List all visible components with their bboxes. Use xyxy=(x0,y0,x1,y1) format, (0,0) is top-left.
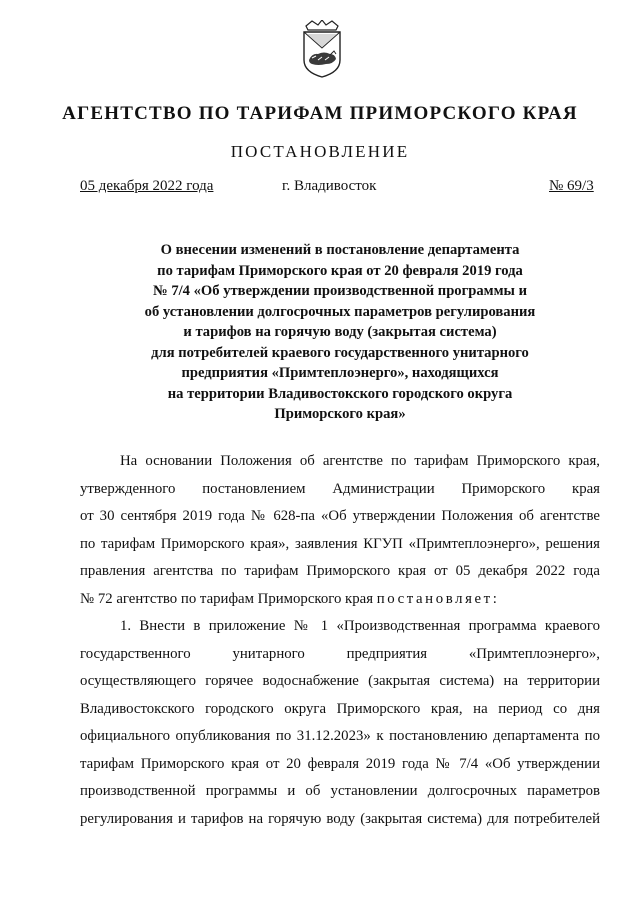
item-1-line: производственной программы и об установлении долгосрочных параметров xyxy=(80,783,600,799)
body-word: государственного xyxy=(80,645,191,662)
body-line: от 30 сентября 2019 года № 628-па «Об утверждении Положения об агентстве xyxy=(80,508,600,524)
body-line: правления агентства по тарифам Приморского края от 05 декабря 2022 года xyxy=(80,563,600,579)
body-word: утвержденного xyxy=(80,480,176,497)
subject-line: О внесении изменений в постановление департамента xyxy=(160,242,520,258)
subject-line: Приморского края» xyxy=(274,406,406,422)
body-word: края xyxy=(572,480,600,497)
body-word: постановлением xyxy=(202,480,306,497)
item-1-line: Владивостокского городского округа Приморского края, на период со дня xyxy=(80,700,600,717)
item-1-line: 1. Внести в приложение № 1 «Производственная программа краевого xyxy=(120,618,600,634)
subject-line: № 7/4 «Об утверждении производственной программы и xyxy=(153,283,527,299)
subject-line: для потребителей краевого государственного унитарного xyxy=(151,344,529,361)
body-word: предприятия xyxy=(346,645,428,662)
resolution-word: постановляет: xyxy=(376,590,500,607)
document-date: 05 декабря 2022 года xyxy=(80,178,214,194)
body-word: Приморского xyxy=(461,480,546,497)
body-line: по тарифам Приморского края», заявления КГУП «Примтеплоэнерго», решения xyxy=(80,535,600,552)
item-1-line: официального опубликования по 31.12.2023» к постановлению департамента по xyxy=(80,728,600,744)
document-number: № 69/3 xyxy=(549,178,594,194)
subject-line: и тарифов на горячую воду (закрытая система) xyxy=(183,324,497,340)
item-1-line: регулирования и тарифов на горячую воду (закрытая система) для потребителей xyxy=(80,810,600,827)
agency-name: АГЕНТСТВО ПО ТАРИФАМ ПРИМОРСКОГО КРАЯ xyxy=(62,103,578,124)
body-word: унитарного xyxy=(232,645,305,662)
item-1-line xyxy=(80,641,600,669)
document-type: ПОСТАНОВЛЕНИЕ xyxy=(230,142,410,161)
subject-line: об установлении долгосрочных параметров регулирования xyxy=(144,303,536,320)
subject-line: по тарифам Приморского края от 20 февраля 2019 года xyxy=(157,262,523,279)
subject-line: предприятия «Примтеплоэнерго», находящихся xyxy=(181,365,499,381)
body-line xyxy=(80,476,600,504)
document-subject xyxy=(100,240,580,425)
body-text-prefix: № 72 агентство по тарифам Приморского края xyxy=(80,590,377,607)
body-line: На основании Положения об агентстве по тарифам Приморского края, xyxy=(120,453,600,469)
coat-of-arms-emblem xyxy=(300,20,344,78)
document-body xyxy=(80,448,600,833)
body-line xyxy=(80,586,600,614)
body-word: «Примтеплоэнерго», xyxy=(468,645,601,662)
subject-line: на территории Владивостокского городского округа xyxy=(167,385,513,402)
body-word: Администрации xyxy=(332,480,435,497)
item-1-line: тарифам Приморского края от 20 февраля 2019 года № 7/4 «Об утверждении xyxy=(80,755,600,772)
document-city: г. Владивосток xyxy=(282,178,377,194)
item-1-line: осуществляющего горячее водоснабжение (закрытая система) на территории xyxy=(80,673,600,689)
